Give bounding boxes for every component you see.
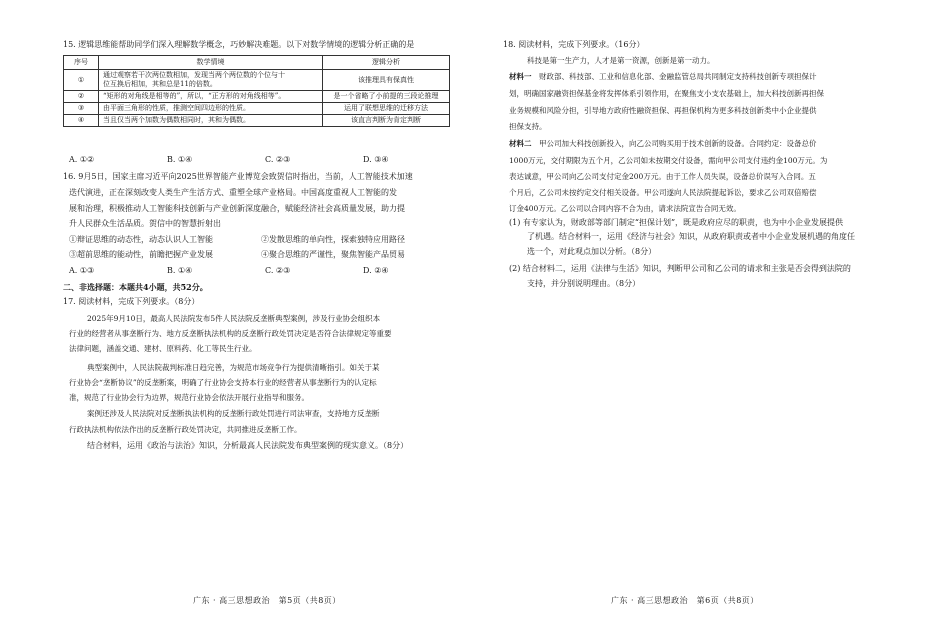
q18-title: 18. 阅读材料，完成下列要求。（16分） <box>503 40 645 49</box>
q18-material1-line: 业务规模和风险分担，引导地方政府性融资担保、再担保机构为更多科技创新类中小企业提供 <box>509 106 817 115</box>
row-context: 由平面三角形的性质，推测空间四边形的性质。 <box>99 103 323 115</box>
option-a[interactable]: A. ①③ <box>69 266 95 275</box>
option-b[interactable]: B. ①④ <box>167 155 193 164</box>
material1-label: 材料一 <box>509 72 532 81</box>
q18-sub2-line: 支持，并分别说明理由。（8分） <box>527 279 641 288</box>
q16-line: 16. 9月5日，国家主席习近平向2025世界智能产业博览会致贺信时指出，当前，人工智能技术加速 <box>63 172 413 181</box>
option-c[interactable]: C. ②③ <box>265 155 291 164</box>
footer-page-left: 广东 · 高三思想政治 第5页（共8页） <box>193 596 341 605</box>
q17-material-line: 行业协会“垄断协议”的反垄断案，明确了行业协会支持本行业的经营者从事垄断行为的认定标 <box>69 378 377 387</box>
material1-text: 财政部、科技部、工业和信息化部、金融监管总局共同制定支持科技创新专项担保计 <box>539 72 817 81</box>
q18-material1-line: 划，明确国家融资担保基金将发挥体系引领作用，在聚焦支小支农基础上，加大科技创新再担保 <box>509 89 824 98</box>
q16-item: ③超前思维的能动性，前瞻把握产业发展 <box>69 250 213 259</box>
q17-material-line: 典型案例中，人民法院裁判标准日趋完善，为规范市场竞争行为提供清晰指引。如关于某 <box>87 363 380 372</box>
q15-stem: 15. 逻辑思维能帮助同学们深入理解数学概念，巧妙解决难题。以下对数学情境的逻辑分析正确的是 <box>63 40 415 49</box>
q18-material1-line: 担保支持。 <box>509 122 547 131</box>
q18-sub1-line: 选一个，对此观点加以分析。（8分） <box>527 247 657 256</box>
table-row <box>64 70 450 91</box>
table-header-analysis: 逻辑分析 <box>323 56 450 70</box>
row-analysis: 运用了联想思维的迁移方法 <box>323 103 450 115</box>
q18-sub1-line: (1) 有专家认为，财政部等部门制定“担保计划”，既是政府应尽的职责，也为中小企业发展提供 <box>509 218 844 227</box>
q18-material2-line: 个月后，乙公司未按约定交付相关设备。甲公司遂向人民法院提起诉讼，要求乙公司双倍赔偿 <box>509 188 817 197</box>
row-context: 当且仅当两个加数为偶数相同时，其和为偶数。 <box>99 115 323 127</box>
q16-line: 展和治理，积极推动人工智能科技创新与产业创新深度融合，赋能经济社会高质量发展，助力提 <box>69 204 405 213</box>
table-row <box>64 91 450 103</box>
q16-options <box>69 266 459 276</box>
row-num: ① <box>64 70 99 91</box>
table-header-row <box>64 56 450 70</box>
row-num: ③ <box>64 103 99 115</box>
q17-material-line: 行业的经营者从事垄断行为、地方反垄断执法机构的反垄断行政处罚决定是否符合法律规定等重要 <box>69 329 392 338</box>
option-b[interactable]: B. ①④ <box>167 266 193 275</box>
q16-line: 升人民群众生活品质。贺信中的智慧折射出 <box>69 219 221 228</box>
q15-table <box>63 55 450 127</box>
q18-sub1-line: 了机遇。结合材料一，运用《经济与社会》知识，从政府职责或者中小企业发展机遇的角度任 <box>527 232 855 241</box>
q17-title: 17. 阅读材料，完成下列要求。（8分） <box>63 297 200 306</box>
table-header-context: 数学情境 <box>99 56 323 70</box>
section-heading: 二、非选择题：本题共4小题，共52分。 <box>63 282 208 292</box>
context-line: 位互换后相加，其和总是11的倍数。 <box>103 80 217 88</box>
q18-material2-line: 表达诚意，甲公司向乙公司支付定金200万元。由于工作人员失误，设备总价误写入合同。五 <box>509 172 816 181</box>
table-header-num: 序号 <box>64 56 99 70</box>
q18-sub2-line: (2) 结合材料二，运用《法律与生活》知识，判断甲公司和乙公司的请求和主张是否会得到法院的 <box>509 264 851 273</box>
q18-motto: 科技是第一生产力，人才是第一资源，创新是第一动力。 <box>527 56 715 65</box>
q17-material-line: 案例还涉及人民法院对反垄断执法机构的反垄断行政处罚进行司法审查，支持地方反垄断 <box>87 409 380 418</box>
q18-material2-line: 订金400万元。乙公司以合同内容不合为由，请求法院宣告合同无效。 <box>509 204 741 213</box>
q17-material-line: 法律问题，涵盖交通、建材、原料药、化工等民生行业。 <box>69 344 257 353</box>
option-d[interactable]: D. ③④ <box>363 155 389 164</box>
option-a[interactable]: A. ①② <box>69 155 95 164</box>
q18-material2-line <box>509 139 817 149</box>
q16-line: 迭代演进，正在深刻改变人类生产生活方式、重塑全球产业格局。中国高度重视人工智能的发 <box>69 188 397 197</box>
row-context <box>99 70 323 91</box>
context-line: 通过观察若干次两位数相加，发现当两个两位数的个位与十 <box>103 71 285 79</box>
table-row <box>64 103 450 115</box>
row-analysis: 该直言判断为肯定判断 <box>323 115 450 127</box>
option-d[interactable]: D. ②④ <box>363 266 389 275</box>
row-context: “矩形的对角线是相等的”，所以，“正方形的对角线相等”。 <box>99 91 323 103</box>
q16-item: ①辩证思维的动态性，动态认识人工智能 <box>69 235 213 244</box>
q17-material-line: 准，规范了行业协会行为边界，规范行业协会依法开展行业指导和服务。 <box>69 393 309 402</box>
q17-material-line: 2025年9月10日，最高人民法院发布5件人民法院反垄断典型案例，涉及行业协会组织本 <box>87 314 381 323</box>
q17-material-line: 行政执法机构依法作出的反垄断行政处罚决定，共同推进反垄断工作。 <box>69 425 302 434</box>
q16-item: ②发散思维的单向性，探索独特应用路径 <box>261 235 405 244</box>
row-analysis: 是一个省略了小前提的三段论推理 <box>323 91 450 103</box>
row-num: ④ <box>64 115 99 127</box>
material2-text: 甲公司加大科技创新投入，向乙公司购买用于技术创新的设备。合同约定：设备总价 <box>539 139 817 148</box>
table-row <box>64 115 450 127</box>
row-analysis: 该推理具有保真性 <box>323 70 450 91</box>
q18-material2-line: 1000万元，交付期限为五个月，乙公司如未按期交付设备，需向甲公司支付违约金100万元。为 <box>509 156 828 165</box>
option-c[interactable]: C. ②③ <box>265 266 291 275</box>
q17-task: 结合材料，运用《政治与法治》知识，分析最高人民法院发布典型案例的现实意义。（8分） <box>87 441 409 450</box>
q15-options <box>69 155 459 165</box>
q16-item: ④聚合思维的严谨性，聚焦智能产品贸易 <box>261 250 405 259</box>
q18-material1-line <box>509 72 817 82</box>
row-num: ② <box>64 91 99 103</box>
material2-label: 材料二 <box>509 139 532 148</box>
footer-page-right: 广东 · 高三思想政治 第6页（共8页） <box>611 596 759 605</box>
